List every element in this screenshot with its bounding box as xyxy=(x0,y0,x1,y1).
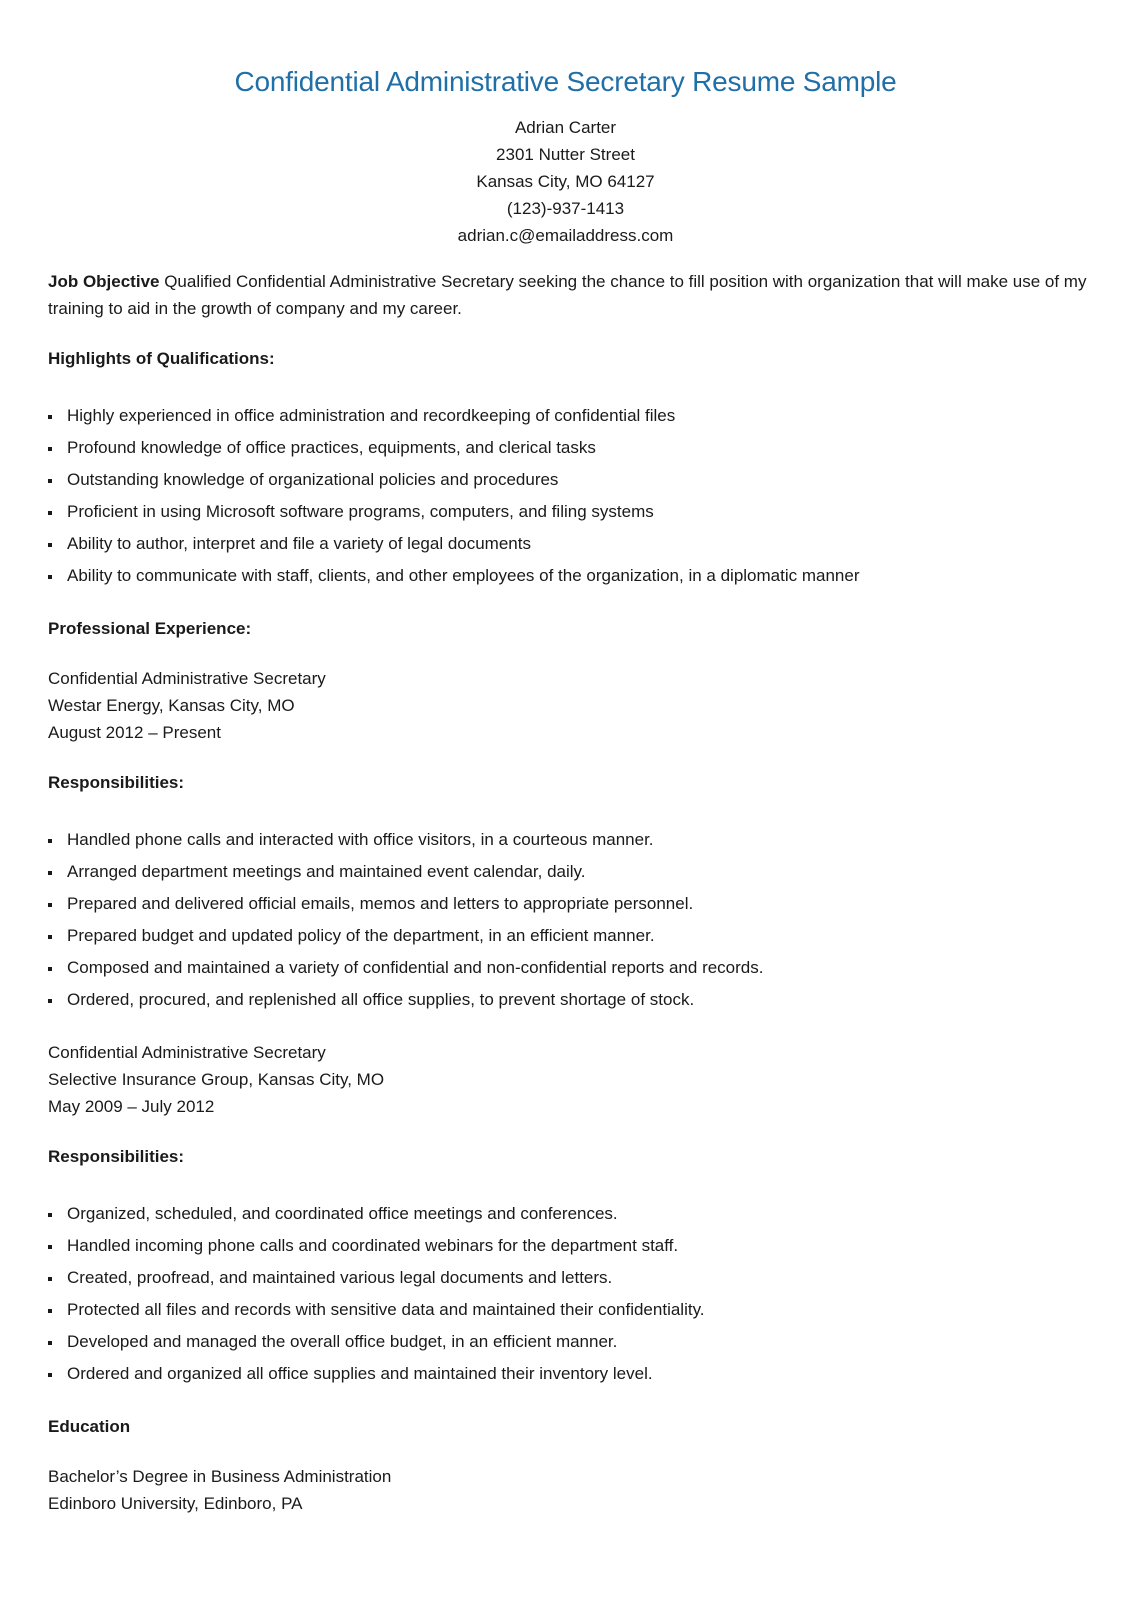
experience-heading: Professional Experience: xyxy=(48,619,252,638)
job-2-responsibilities-heading: Responsibilities: xyxy=(48,1147,185,1166)
job-2-dates: May 2009 – July 2012 xyxy=(48,1097,215,1116)
job-1-company: Westar Energy, Kansas City, MO xyxy=(48,696,295,715)
contact-phone: (123)-937-1413 xyxy=(506,199,625,218)
list-item: Organized, scheduled, and coordinated office meetings and conferences. xyxy=(48,1198,1088,1230)
list-item: Developed and managed the overall office budget, in an efficient manner. xyxy=(48,1326,1088,1358)
list-item: Ability to author, interpret and file a variety of legal documents xyxy=(48,528,1088,560)
job-objective-label: Job Objective xyxy=(48,272,160,291)
list-item: Arranged department meetings and maintained event calendar, daily. xyxy=(48,856,1088,888)
list-item: Protected all files and records with sensitive data and maintained their confidentiality. xyxy=(48,1294,1088,1326)
list-item: Handled incoming phone calls and coordinated webinars for the department staff. xyxy=(48,1230,1088,1262)
list-item: Highly experienced in office administration and recordkeeping of confidential files xyxy=(48,400,1088,432)
education-school: Edinboro University, Edinboro, PA xyxy=(48,1494,303,1513)
resume-content xyxy=(48,268,1088,1517)
highlights-list xyxy=(48,400,1088,592)
job-1-responsibilities xyxy=(48,824,1088,1016)
list-item: Ordered, procured, and replenished all office supplies, to prevent shortage of stock. xyxy=(48,984,1088,1016)
contact-street: 2301 Nutter Street xyxy=(496,145,635,164)
list-item: Handled phone calls and interacted with office visitors, in a courteous manner. xyxy=(48,824,1088,856)
list-item: Prepared budget and updated policy of the department, in an efficient manner. xyxy=(48,920,1088,952)
job-2-responsibilities xyxy=(48,1198,1088,1390)
education-block xyxy=(48,1463,1088,1517)
contact-block xyxy=(0,114,1131,249)
job-1-dates: August 2012 – Present xyxy=(48,723,221,742)
job-1 xyxy=(48,665,1088,746)
list-item: Outstanding knowledge of organizational policies and procedures xyxy=(48,464,1088,496)
job-2-title: Confidential Administrative Secretary xyxy=(48,1043,326,1062)
page-title: Confidential Administrative Secretary Resume Sample xyxy=(234,66,897,97)
list-item: Profound knowledge of office practices, equipments, and clerical tasks xyxy=(48,432,1088,464)
list-item: Ability to communicate with staff, clients, and other employees of the organization, in a diplomatic manner xyxy=(48,560,1088,592)
education-degree: Bachelor’s Degree in Business Administration xyxy=(48,1467,392,1486)
contact-city: Kansas City, MO 64127 xyxy=(476,172,655,191)
list-item: Ordered and organized all office supplies and maintained their inventory level. xyxy=(48,1358,1088,1390)
list-item: Proficient in using Microsoft software programs, computers, and filing systems xyxy=(48,496,1088,528)
education-heading: Education xyxy=(48,1417,131,1436)
contact-email: adrian.c@emailaddress.com xyxy=(457,226,674,245)
job-2 xyxy=(48,1039,1088,1120)
job-objective xyxy=(48,268,1088,322)
list-item: Prepared and delivered official emails, memos and letters to appropriate personnel. xyxy=(48,888,1088,920)
contact-name: Adrian Carter xyxy=(514,118,617,137)
highlights-heading: Highlights of Qualifications: xyxy=(48,349,275,368)
list-item: Composed and maintained a variety of confidential and non-confidential reports and records. xyxy=(48,952,1088,984)
job-2-company: Selective Insurance Group, Kansas City, MO xyxy=(48,1070,385,1089)
job-1-responsibilities-heading: Responsibilities: xyxy=(48,773,185,792)
list-item: Created, proofread, and maintained various legal documents and letters. xyxy=(48,1262,1088,1294)
job-objective-text: Qualified Confidential Administrative Secretary seeking the chance to fill position with organization that will make use of my training to aid in the growth of company and my career. xyxy=(48,272,1087,318)
job-1-title: Confidential Administrative Secretary xyxy=(48,669,326,688)
